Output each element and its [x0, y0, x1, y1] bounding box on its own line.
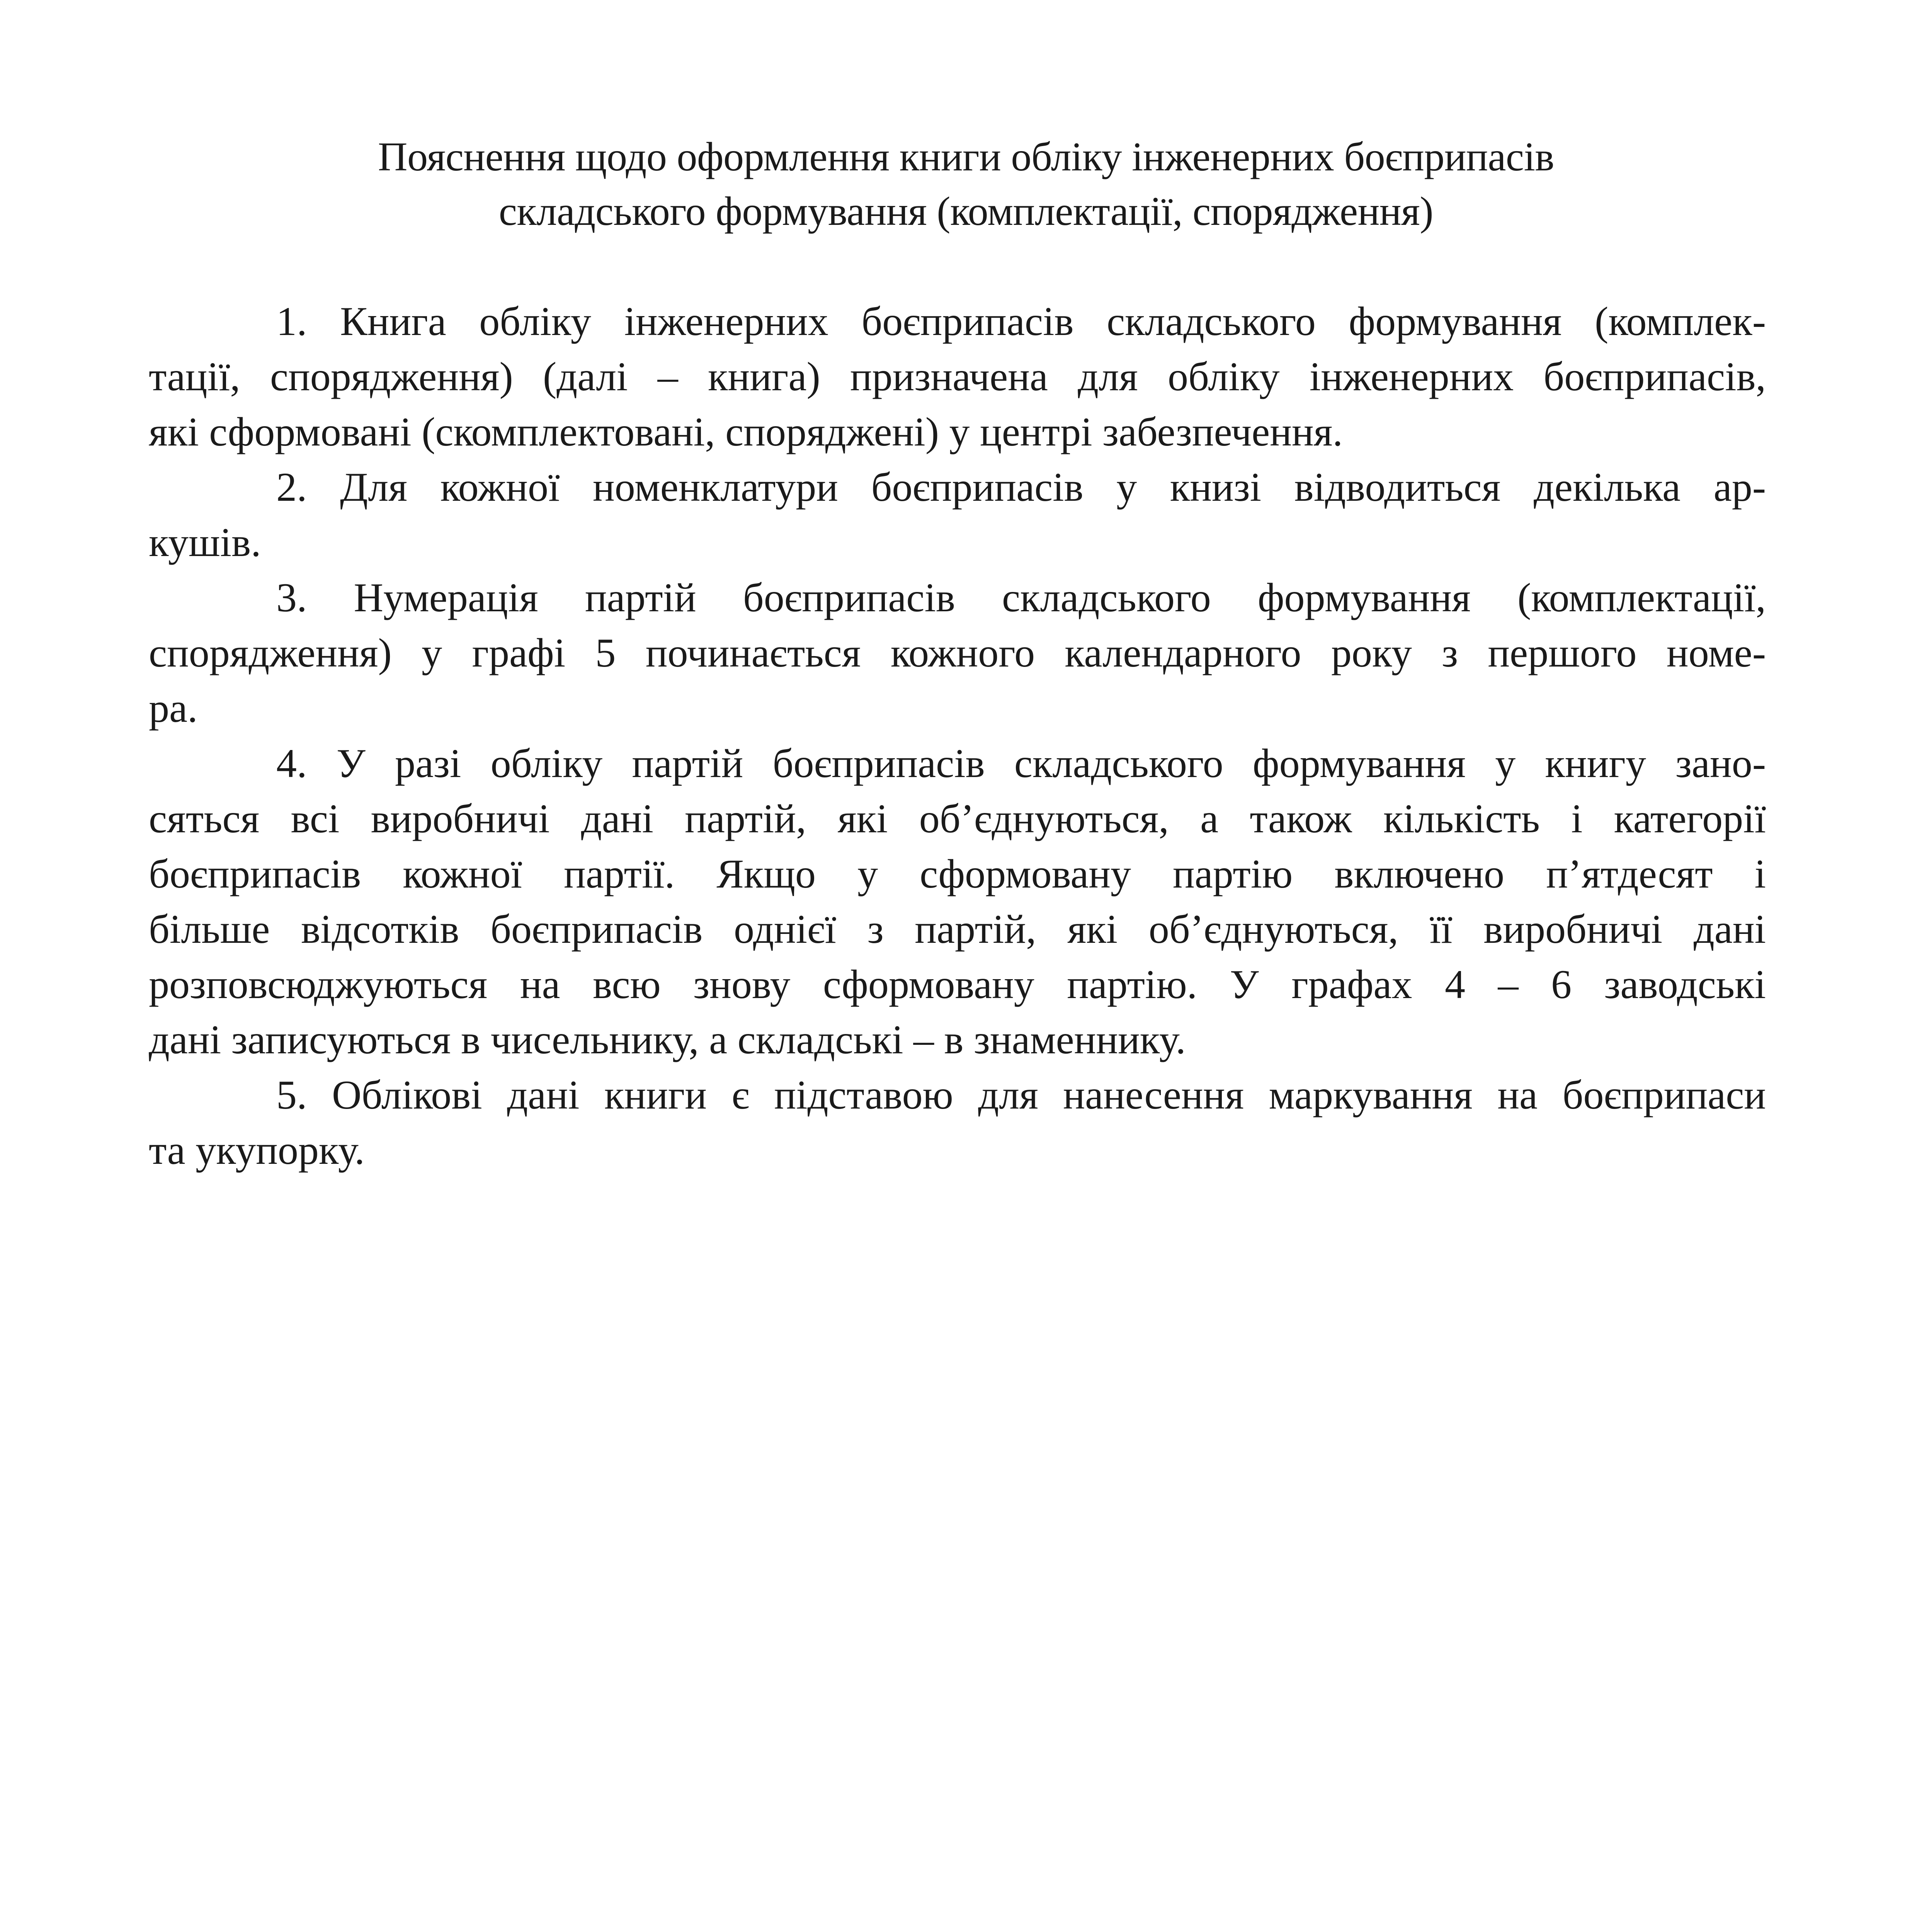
paragraph-line: дані записуються в чисельнику, а складські – в знаменнику.: [149, 1017, 1186, 1062]
paragraph-line: 5. Облікові дані книги є підставою для нанесення маркування на боєприпаси: [276, 1072, 1766, 1117]
paragraph-line: 3. Нумерація партій боєприпасів складського формування (комплектації,: [276, 575, 1766, 620]
title-line-1: Пояснення щодо оформлення книги обліку інженерних боєприпасів: [378, 134, 1554, 179]
paragraph-line: боєприпасів кожної партії. Якщо у сформовану партію включено п’ятдесят і: [149, 851, 1766, 896]
paragraph-1: [149, 294, 1766, 459]
document-title: [270, 129, 1662, 238]
paragraph-line: сяться всі виробничі дані партій, які об’єднуються, а також кількість і категорії: [149, 796, 1766, 841]
paragraph-line: ра.: [149, 685, 198, 731]
paragraph-line: спорядження) у графі 5 починається кожного календарного року з першого номе-: [149, 630, 1766, 675]
paragraph-2: [149, 459, 1766, 570]
paragraph-line: 4. У разі обліку партій боєприпасів складського формування у книгу зано-: [276, 741, 1766, 786]
paragraph-line: та укупорку.: [149, 1128, 365, 1173]
document-body: [149, 294, 1766, 1178]
title-line-2: складського формування (комплектації, спорядження): [498, 189, 1434, 234]
paragraph-4: [149, 736, 1766, 1067]
paragraph-line: розповсюджуються на всю знову сформовану партію. У графах 4 – 6 заводські: [149, 962, 1766, 1007]
paragraph-line: які сформовані (скомплектовані, споряджені) у центрі забезпечення.: [149, 409, 1343, 454]
paragraph-line: 2. Для кожної номенклатури боєприпасів у книзі відводиться декілька ар-: [276, 464, 1766, 510]
paragraph-line: більше відсотків боєприпасів однієї з партій, які об’єднуються, її виробничі дані: [149, 906, 1766, 952]
paragraph-3: [149, 570, 1766, 736]
paragraph-line: кушів.: [149, 520, 261, 565]
paragraph-line: тації, спорядження) (далі – книга) призначена для обліку інженерних боєприпасів,: [149, 354, 1766, 399]
paragraph-line: 1. Книга обліку інженерних боєприпасів складського формування (комплек-: [276, 299, 1766, 344]
paragraph-5: [149, 1067, 1766, 1178]
